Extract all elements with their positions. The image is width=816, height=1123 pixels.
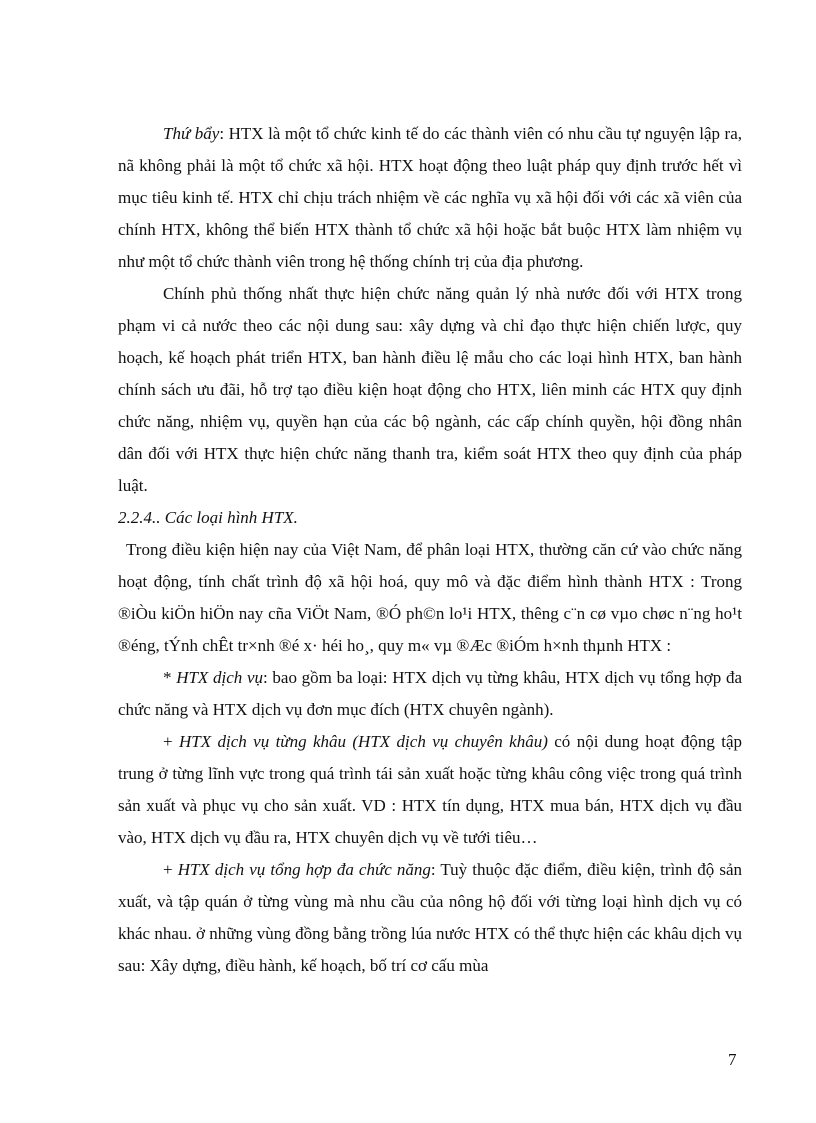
section-heading: 2.2.4.. Các loại hình HTX. [118,508,298,527]
paragraph-phan-loai: Trong điều kiện hiện nay của Việt Nam, để phân loại HTX, thường căn cứ vào chức năng hoạt động, tính chất trình độ xã hội hoá, quy mô và đặc điểm hình thành HTX : Trong ®iÒu kiÖn hiÖn nay cña ViÖt Nam, ®Ó ph©n lo¹i HTX, thêng c¨n cø vµo chøc n¨ng ho¹t ®éng, tÝnh chÊt tr×nh ®é x· héi ho¸, quy m« vµ ®Æc ®iÓm h×nh thµnh HTX : [118,540,742,655]
bullet-prefix: + [163,860,178,879]
paragraph-htx-tung-khau [118,726,742,854]
paragraph-htx-tong-hop [118,854,742,982]
paragraph-htx-dich-vu [118,662,742,726]
paragraph-lead: Thứ bẩy [163,124,220,143]
page-number: 7 [728,1050,737,1069]
paragraph-text: có nội dung hoạt động tập trung ở từng lĩnh vực trong quá trình tái sản xuất hoặc từng khâu công việc trong quá trình sản xuất và phục vụ cho sản xuất. VD : HTX tín dụng, HTX mua bán, HTX dịch vụ đầu vào, HTX dịch vụ đầu ra, HTX chuyên dịch vụ về tưới tiêu… [118,732,743,847]
paragraph-text: : Tuỳ thuộc đặc điểm, điều kiện, trình độ sản xuất, và tập quán ở từng vùng mà nhu cầu của nông hộ đối với từng loại hình dịch vụ có khác nhau. ở những vùng đồng bằng trồng lúa nước HTX có thể thực hiện các khâu dịch vụ sau: Xây dựng, điều hành, kế hoạch, bố trí cơ cấu mùa [118,860,743,975]
body-text [118,118,742,982]
paragraph-thu-bay [118,118,742,278]
paragraph-chinh-phu: Chính phủ thống nhất thực hiện chức năng quản lý nhà nước đối với HTX trong phạm vi cả nước theo các nội dung sau: xây dựng và chỉ đạo thực hiện chiến lược, quy hoạch, kế hoạch phát triển HTX, ban hành điều lệ mẫu cho các loại hình HTX, ban hành chính sách ưu đãi, hỗ trợ tạo điều kiện hoạt động cho HTX, liên minh các HTX quy định chức năng, nhiệm vụ, quyền hạn của các bộ ngành, các cấp chính quyền, hội đồng nhân dân đối với HTX thực hiện chức năng thanh tra, kiểm soát HTX theo quy định của pháp luật. [118,284,742,495]
bullet-prefix: + [163,732,179,751]
paragraph-text: : bao gồm ba loại: HTX dịch vụ từng khâu, HTX dịch vụ tổng hợp đa chức năng và HTX dịch vụ đơn mục đích (HTX chuyên ngành). [118,668,743,719]
paragraph-lead: HTX dịch vụ tổng hợp đa chức năng [177,860,431,879]
bullet-prefix: * [163,668,177,687]
paragraph-lead: HTX dịch vụ từng khâu (HTX dịch vụ chuyên khâu) [178,732,548,751]
paragraph-lead: HTX dịch vụ [176,668,264,687]
paragraph-text: : HTX là một tổ chức kinh tế do các thành viên có nhu cầu tự nguyện lập ra, nã không phải là một tổ chức xã hội. HTX hoạt động theo luật pháp quy định trước hết vì mục tiêu kinh tế. HTX chỉ chịu trách nhiệm về các nghĩa vụ xã hội đối với các xã viên của chính HTX, không thể biến HTX thành tổ chức xã hội hoặc bắt buộc HTX làm nhiệm vụ như một tổ chức thành viên trong hệ thống chính trị của địa phương. [118,124,742,271]
